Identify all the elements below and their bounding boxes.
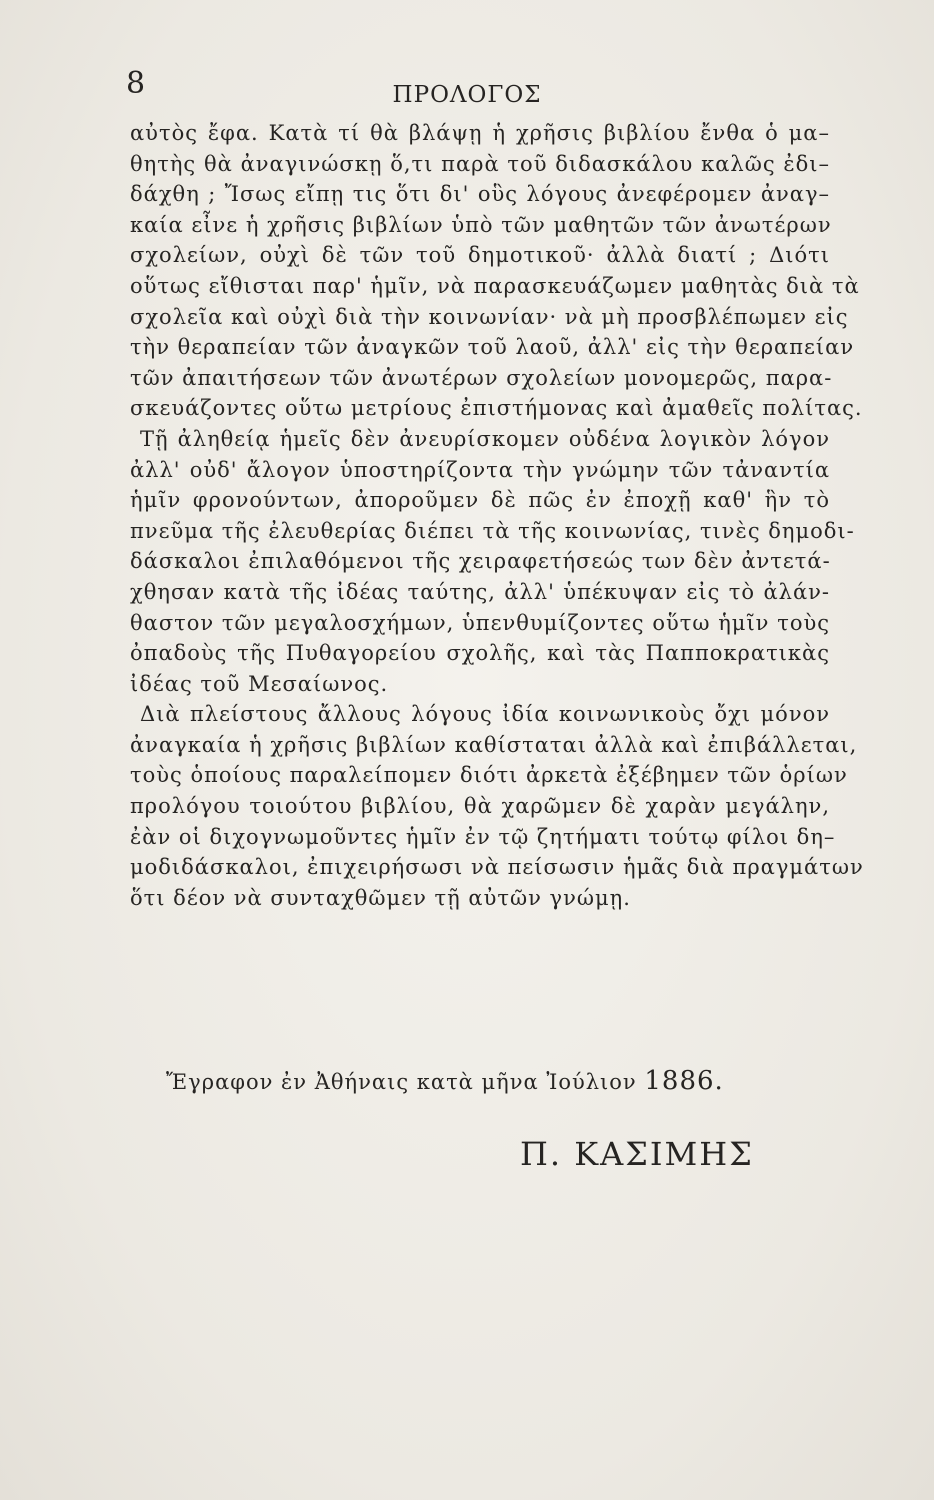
dateline-year: 1886.	[644, 1066, 724, 1096]
text-line: τὴν θεραπείαν τῶν ἀναγκῶν τοῦ λαοῦ, ἀλλ' εἰς τὴν θεραπείαν	[130, 335, 855, 360]
running-head: ΠΡΟΛΟΓΟΣ	[392, 82, 542, 108]
text-line: Διὰ πλείστους ἄλλους λόγους ἰδία κοινωνικοὺς ὄχι μόνον	[140, 702, 830, 727]
text-line: σχολείων, οὐχὶ δὲ τῶν τοῦ δημοτικοῦ· ἀλλὰ διατί ; Διότι	[130, 243, 830, 268]
text-line: πνεῦμα τῆς ἐλευθερίας διέπει τὰ τῆς κοινωνίας, τινὲς δημοδι-	[130, 518, 855, 543]
text-line: ἡμῖν φρονούντων, ἀποροῦμεν δὲ πῶς ἐν ἐποχῇ καθ' ἣν τὸ	[130, 488, 830, 513]
text-line: ὅτι δέον νὰ συνταχθῶμεν τῇ αὐτῶν γνώμῃ.	[130, 885, 631, 910]
text-line: προλόγου τοιούτου βιβλίου, θὰ χαρῶμεν δὲ χαρὰν μεγάλην,	[130, 794, 830, 819]
paragraph-1	[130, 118, 863, 424]
text-line: χθησαν κατὰ τῆς ἰδέας ταύτης, ἀλλ' ὑπέκυψαν εἰς τὸ ἀλάν-	[130, 579, 830, 604]
text-line: καία εἶνε ἡ χρῆσις βιβλίων ὑπὸ τῶν μαθητῶν τῶν ἀνωτέρων	[130, 212, 832, 237]
text-line: ἐὰν οἱ διχογνωμοῦντες ἡμῖν ἐν τῷ ζητήματι τούτῳ φίλοι δη–	[130, 824, 836, 849]
text-line: θητὴς θὰ ἀναγινώσκῃ ὅ,τι παρὰ τοῦ διδασκάλου καλῶς ἐδι–	[130, 151, 830, 176]
text-line: σκευάζοντες οὕτω μετρίους ἐπιστήμονας καὶ ἀμαθεῖς πολίτας.	[130, 396, 863, 421]
paragraph-2	[130, 424, 855, 699]
text-line: ἰδέας τοῦ Μεσαίωνος.	[130, 671, 389, 696]
text-line: οὕτως εἴθισται παρ' ἡμῖν, νὰ παρασκευάζωμεν μαθητὰς διὰ τὰ	[130, 273, 860, 298]
dateline	[166, 1066, 724, 1096]
dateline-text: Ἔγραφον ἐν Ἀθήναις κατὰ μῆνα Ἰούλιον	[166, 1070, 637, 1094]
text-line: αὐτὸς ἔφα. Κατὰ τί θὰ βλάψῃ ἡ χρῆσις βιβλίου ἔνθα ὁ μα–	[130, 121, 830, 145]
text-line: ἀναγκαία ἡ χρῆσις βιβλίων καθίσταται ἀλλὰ καὶ ἐπιβάλλεται,	[130, 732, 858, 757]
text-line: Τῇ ἀληθείᾳ ἡμεῖς δὲν ἀνευρίσκομεν οὐδένα λογικὸν λόγον	[140, 426, 830, 451]
author-signature: Π. ΚΑΣΙΜΗΣ	[520, 1135, 754, 1173]
text-line: δάχθη ; Ἴσως εἴπῃ τις ὅτι δι' οὓς λόγους ἀνεφέρομεν ἀναγ–	[130, 182, 830, 207]
text-line: σχολεῖα καὶ οὐχὶ διὰ τὴν κοινωνίαν· νὰ μὴ προσβλέπωμεν εἰς	[130, 304, 849, 329]
text-line: μοδιδάσκαλοι, ἐπιχειρήσωσι νὰ πείσωσιν ἡμᾶς διὰ πραγμάτων	[130, 855, 864, 880]
text-line: θαστον τῶν μεγαλοσχήμων, ὑπενθυμίζοντες οὕτω ἡμῖν τοὺς	[130, 610, 830, 635]
text-line: τῶν ἀπαιτήσεων τῶν ἀνωτέρων σχολείων μονομερῶς, παρα-	[130, 365, 833, 390]
text-line: ἀλλ' οὐδ' ἄλογον ὑποστηρίζοντα τὴν γνώμην τῶν τἀναντία	[130, 457, 830, 482]
text-line: τοὺς ὁποίους παραλείπομεν διότι ἀρκετὰ ἐξέβημεν τῶν ὁρίων	[130, 763, 848, 788]
page-number: 8	[126, 66, 146, 101]
text-line: ὀπαδοὺς τῆς Πυθαγορείου σχολῆς, καὶ τὰς Παπποκρατικὰς	[130, 641, 830, 666]
text-line: δάσκαλοι ἐπιλαθόμενοι τῆς χειραφετήσεώς των δὲν ἀντετά-	[130, 549, 831, 574]
paragraph-3	[130, 699, 864, 913]
preface-body	[130, 118, 864, 913]
